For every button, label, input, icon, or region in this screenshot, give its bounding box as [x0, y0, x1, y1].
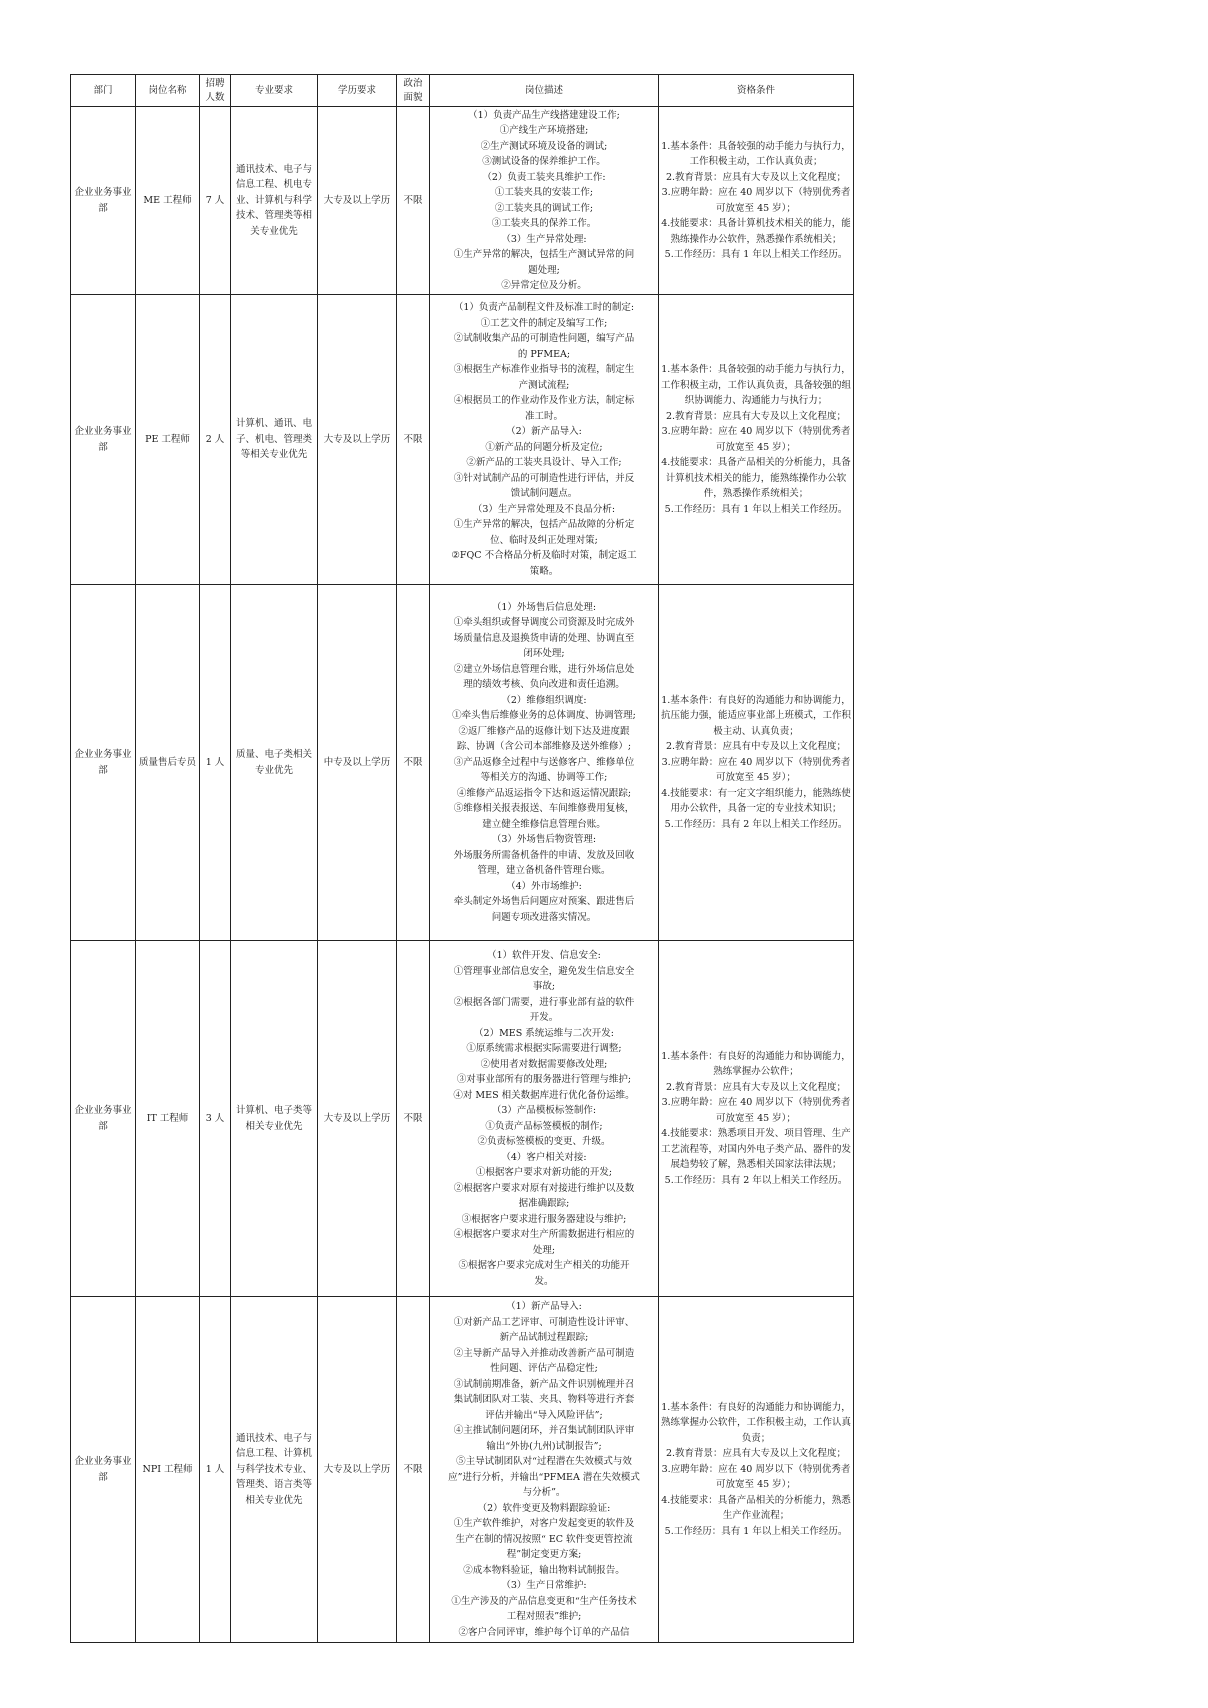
cell-major: 通讯技术、电子与信息工程、计算机与科学技术专业、管理类、语言类等相关专业优先	[231, 1297, 318, 1643]
qual-line: 1.基本条件：有良好的沟通能力和协调能力，抗压能力强，能适应事业部上班模式，工作积极主动、认真负责；	[661, 694, 852, 737]
qual-line: 2.教育背景：应具有中专及以上文化程度；	[665, 741, 847, 753]
desc-line: 准工时。	[524, 410, 563, 422]
qual-line: 4.技能要求：熟悉项目开发、项目管理、生产工艺流程等，对国内外电子类产品、器件的发展趋势较了解，熟悉相关国家法律法规；	[661, 1128, 852, 1171]
desc-line: 题处理;	[528, 264, 560, 276]
cell-count: 7 人	[200, 107, 231, 295]
qual-line: 4.技能要求：具备产品相关的分析能力，熟悉生产作业流程；	[661, 1494, 851, 1522]
qual-line: 1.基本条件：具备较强的动手能力与执行力，工作积极主动，工作认真负责，具备较强的组织协调能力、沟通能力与执行力；	[661, 364, 852, 406]
desc-line: 与分析”。	[522, 1487, 566, 1498]
cell-qual	[659, 585, 854, 941]
desc-line: 生产在制的情况按照“ EC 软件变更管控流	[455, 1533, 633, 1545]
desc-line: 据准确跟踪;	[518, 1198, 570, 1209]
desc-line: ③根据生产标准作业指导书的流程，制定生	[453, 364, 635, 375]
qual-line: 2.教育背景：应具有大专及以上文化程度；	[665, 1448, 847, 1460]
qual-line: 1.基本条件：具备较强的动手能力与执行力，工作积极主动，工作认真负责；	[661, 140, 851, 167]
desc-line: ①产线生产环境搭建;	[499, 125, 589, 136]
desc-line: 馈试制问题点。	[510, 488, 578, 499]
desc-line: ⑤根据客户要求完成对生产相关的功能开	[458, 1260, 630, 1271]
desc-line: ④主推试制问题闭环，并召集试制团队评审	[453, 1425, 635, 1436]
desc-line: ②使用者对数据需要修改处理;	[480, 1058, 608, 1070]
desc-line: ②成本物料验证，输出物料试制报告。	[463, 1564, 625, 1576]
desc-line: ①对新产品工艺评审、可制造性设计评审、	[453, 1316, 635, 1328]
qual-line: 2.教育背景：应具有大专及以上文化程度；	[665, 410, 847, 422]
table-row	[71, 585, 854, 941]
desc-line: ①管理事业部信息安全，避免发生信息安全	[453, 965, 635, 977]
qual-line: 2.教育背景：应具有大专及以上文化程度；	[665, 1081, 847, 1093]
qual-line: 3.应聘年龄：应在 40 周岁以下（特别优秀者可放宽至 45 岁）；	[661, 187, 851, 214]
desc-line: 的 PFMEA;	[517, 348, 571, 360]
desc-line: （1）外场售后信息处理:	[491, 601, 597, 613]
desc-line: 集试制团队对工装、夹具、物料等进行齐套	[453, 1394, 635, 1405]
qual-line: 5.工作经历：具有 1 年以上相关工作经历。	[664, 249, 848, 260]
cell-qual	[659, 1297, 854, 1643]
desc-line: 处理;	[532, 1244, 556, 1256]
table-row	[71, 295, 854, 585]
desc-line: 牵头制定外场售后问题应对预案、跟进售后	[453, 896, 635, 908]
desc-line: 应”进行分析，并输出“PFMEA 潜在失效模式	[448, 1471, 640, 1483]
desc-line: ③针对试制产品的可制造性进行评估，并反	[453, 472, 635, 484]
desc-line: ④根据员工的作业动作及作业方法，制定标	[453, 395, 635, 406]
desc-line: （1）负责产品制程文件及标准工时的制定:	[453, 302, 635, 313]
desc-line: （1）负责产品生产线搭建建设工作;	[468, 109, 620, 121]
desc-line: ①工艺文件的制定及编写工作;	[480, 317, 608, 329]
cell-position: IT 工程师	[136, 941, 200, 1297]
cell-qual	[659, 295, 854, 585]
table-row	[71, 941, 854, 1297]
desc-line: （2）新产品导入:	[506, 426, 582, 437]
desc-line: ①原系统需求根据实际需要进行调整;	[466, 1043, 622, 1054]
desc-line: ②新产品的工装夹具设计、导入工作;	[466, 457, 622, 468]
desc-line: ②主导新产品导入并推动改善新产品可制造	[453, 1347, 635, 1359]
desc-line: 开发。	[529, 1012, 559, 1023]
desc-line: ②客户合同评审，维护每个订单的产品信	[458, 1626, 630, 1638]
desc-line: （2）维修组织调度:	[501, 694, 587, 706]
qual-line: 4.技能要求：有一定文字组织能力，能熟练使用办公软件，具备一定的专业技术知识；	[661, 787, 851, 815]
cell-major: 计算机、电子类等相关专业优先	[231, 941, 318, 1297]
desc-line: （4）客户相关对接:	[501, 1151, 587, 1163]
cell-political: 不限	[397, 941, 430, 1297]
desc-line: ②根据各部门需要，进行事业部有益的软件	[453, 996, 635, 1008]
cell-count: 1 人	[200, 585, 231, 941]
cell-count: 1 人	[200, 1297, 231, 1643]
desc-line: 产测试流程;	[518, 379, 570, 391]
desc-line: （2）软件变更及物料跟踪验证:	[477, 1502, 611, 1514]
desc-line: ②生产测试环境及设备的调试;	[480, 140, 608, 152]
qual-line: 3.应聘年龄：应在 40 周岁以下（特别优秀者可放宽至 45 岁）；	[661, 1463, 851, 1491]
desc-line: ④对 MES 相关数据库进行优化备份运维。	[453, 1089, 635, 1101]
desc-line: 踪、协调（含公司本部维修及送外维修）;	[456, 741, 632, 753]
desc-line: ②FQC 不合格品分析及临时对策，制定返工	[451, 550, 637, 561]
qual-line: 5.工作经历：具有 2 年以上相关工作经历。	[664, 818, 848, 830]
desc-line: ①工装夹具的安装工作;	[494, 187, 594, 198]
cell-desc	[430, 295, 659, 585]
table-row	[71, 1297, 854, 1643]
cell-edu: 大专及以上学历	[318, 295, 397, 585]
cell-political: 不限	[397, 107, 430, 295]
desc-line: 管理，建立备机备件管理台账。	[477, 865, 611, 877]
desc-line: （3）外场售后物资管理:	[491, 834, 597, 846]
desc-line: ①牵头组织或督导调度公司资源及时完成外	[453, 617, 635, 629]
cell-dept: 企业业务事业部	[71, 941, 136, 1297]
qual-line: 3.应聘年龄：应在 40 周岁以下（特别优秀者可放宽至 45 岁）；	[661, 426, 851, 453]
desc-line: 闭环处理;	[523, 648, 565, 660]
cell-desc	[430, 1297, 659, 1643]
desc-line: 外场服务所需备机备件的申请、发放及回收	[453, 849, 635, 861]
desc-line: ③对事业部所有的服务器进行管理与维护;	[456, 1074, 632, 1085]
header-qual: 资格条件	[659, 75, 854, 107]
cell-edu: 大专及以上学历	[318, 1297, 397, 1643]
cell-qual	[659, 107, 854, 295]
header-count: 招聘人数	[200, 75, 231, 107]
desc-line: ②负责标签模板的变更、升级。	[477, 1136, 611, 1147]
desc-line: ①生产软件维护，对客户发起变更的软件及	[453, 1518, 635, 1529]
desc-line: （1）软件开发、信息安全:	[487, 950, 601, 961]
desc-line: ⑤主导试制团队对“过程潜在失效模式与效	[456, 1456, 632, 1467]
desc-line: （4）外市场维护:	[506, 880, 582, 892]
cell-major: 计算机、通讯、电子、机电、管理类等相关专业优先	[231, 295, 318, 585]
cell-political: 不限	[397, 1297, 430, 1643]
header-major: 专业要求	[231, 75, 318, 107]
cell-position: 质量售后专员	[136, 585, 200, 941]
qual-line: 4.技能要求：具备计算机技术相关的能力，能熟练操作办公软件，熟悉操作系统相关；	[661, 218, 851, 245]
cell-desc	[430, 107, 659, 295]
desc-line: （3）生产日常维护:	[501, 1580, 587, 1591]
cell-position: PE 工程师	[136, 295, 200, 585]
qual-line: 5.工作经历：具有 1 年以上相关工作经历。	[664, 1525, 848, 1537]
desc-line: ②返厂维修产品的返修计划下达及进度跟	[458, 725, 630, 737]
recruitment-table	[70, 74, 854, 1643]
desc-line: ①生产涉及的产品信息变更和“生产任务技术	[451, 1595, 637, 1607]
cell-dept: 企业业务事业部	[71, 585, 136, 941]
desc-line: 策略。	[529, 565, 559, 577]
desc-line: ③根据客户要求进行服务器建设与维护;	[461, 1213, 627, 1225]
desc-line: 工程对照表”维护;	[506, 1611, 582, 1622]
desc-line: （1）新产品导入:	[506, 1301, 582, 1312]
desc-line: 程”制定变更方案;	[506, 1549, 582, 1560]
desc-line: ①负责产品标签模板的制作;	[485, 1120, 603, 1132]
desc-line: ②异常定位及分析。	[501, 280, 587, 291]
qual-line: 1.基本条件：有良好的沟通能力和协调能力，熟练掌握办公软件，工作积极主动，工作认真负责；	[661, 1401, 852, 1444]
header-desc: 岗位描述	[430, 75, 659, 107]
desc-line: 新产品试制过程跟踪;	[499, 1332, 589, 1343]
qual-line: 3.应聘年龄：应在 40 周岁以下（特别优秀者可放宽至 45 岁）；	[661, 756, 851, 784]
desc-line: ③测试设备的保养维护工作。	[482, 156, 606, 167]
desc-line: ③工装夹具的保养工作。	[491, 218, 597, 229]
cell-political: 不限	[397, 295, 430, 585]
table-row	[71, 107, 854, 295]
desc-line: ①牵头售后维修业务的总体调度、协调管理;	[452, 710, 636, 722]
desc-line: ③试制前期准备，新产品文件识别梳理并召	[453, 1378, 635, 1390]
cell-position: ME 工程师	[136, 107, 200, 295]
header-political: 政治面貌	[397, 75, 430, 107]
desc-line: 等相关方的沟通、协调等工作;	[480, 772, 608, 784]
qual-line: 2.教育背景：应具有大专及以上文化程度；	[665, 171, 847, 183]
cell-major: 质量、电子类相关专业优先	[231, 585, 318, 941]
desc-line: ①生产异常的解决，包括产品故障的分析定	[453, 519, 635, 530]
qual-line: 3.应聘年龄：应在 40 周岁以下（特别优秀者可放宽至 45 岁）；	[661, 1097, 851, 1124]
desc-line: 场质量信息及退换货申请的处理、协调直至	[453, 632, 635, 644]
desc-line: ④维修产品返运指令下达和返运情况跟踪;	[456, 787, 632, 799]
cell-major: 通讯技术、电子与信息工程、机电专业、计算机与科学技术、管理类等相关专业优先	[231, 107, 318, 295]
cell-edu: 中专及以上学历	[318, 585, 397, 941]
desc-line: 事故;	[532, 981, 556, 992]
desc-line: 建立健全维修信息管理台账。	[482, 818, 606, 830]
header-edu: 学历要求	[318, 75, 397, 107]
cell-edu: 大专及以上学历	[318, 941, 397, 1297]
desc-line: （3）生产异常处理:	[501, 233, 587, 245]
desc-line: ②工装夹具的调试工作;	[494, 202, 594, 214]
desc-line: ①新产品的问题分析及定位;	[485, 441, 603, 453]
qual-line: 4.技能要求：具备产品相关的分析能力，具备计算机技术相关的能力，能熟练操作办公软件，熟悉操作系统相关；	[661, 457, 851, 499]
desc-line: （3）生产异常处理及不良品分析:	[472, 503, 616, 515]
desc-line: ①生产异常的解决，包括生产测试异常的问	[453, 249, 635, 260]
qual-line: 5.工作经历：具有 1 年以上相关工作经历。	[664, 503, 848, 515]
desc-line: ①根据客户要求对新功能的开发;	[475, 1167, 613, 1178]
desc-line: 问题专项改进落实情况。	[491, 911, 597, 923]
desc-line: 发。	[534, 1275, 554, 1287]
desc-line: ⑤维修相关报表报送、车间维修费用复核，	[453, 803, 635, 815]
desc-line: ③产品返修全过程中与送修客户、维修单位	[453, 756, 635, 768]
cell-edu: 大专及以上学历	[318, 107, 397, 295]
cell-dept: 企业业务事业部	[71, 107, 136, 295]
qual-line: 1.基本条件：有良好的沟通能力和协调能力，熟练掌握办公软件；	[661, 1050, 851, 1078]
cell-position: NPI 工程师	[136, 1297, 200, 1643]
desc-line: 理的绩效考核、负向改进和责任追溯。	[463, 679, 625, 691]
cell-desc	[430, 941, 659, 1297]
desc-line: （2）MES 系统运维与二次开发:	[474, 1027, 614, 1039]
table-body	[71, 107, 854, 1643]
cell-desc	[430, 585, 659, 941]
desc-line: （3）产品模板标签制作:	[491, 1105, 597, 1116]
header-position: 岗位名称	[136, 75, 200, 107]
desc-line: ②试制收集产品的可制造性问题，编写产品	[453, 333, 635, 344]
cell-dept: 企业业务事业部	[71, 1297, 136, 1643]
cell-qual	[659, 941, 854, 1297]
cell-count: 3 人	[200, 941, 231, 1297]
desc-line: ④根据客户要求对生产所需数据进行相应的	[453, 1229, 635, 1240]
cell-count: 2 人	[200, 295, 231, 585]
cell-dept: 企业业务事业部	[71, 295, 136, 585]
desc-line: 评估并输出“导入风险评估”;	[485, 1409, 603, 1421]
desc-line: 性问题、评估产品稳定性;	[490, 1363, 598, 1374]
cell-political: 不限	[397, 585, 430, 941]
desc-line: 输出“外协(九州)试制报告”;	[486, 1440, 602, 1452]
desc-line: ②建立外场信息管理台账，进行外场信息处	[453, 663, 635, 675]
header-row	[71, 75, 854, 107]
desc-line: （2）负责工装夹具维护工作:	[482, 171, 606, 183]
header-dept: 部门	[71, 75, 136, 107]
qual-line: 5.工作经历：具有 2 年以上相关工作经历。	[664, 1174, 848, 1186]
desc-line: 位、临时及纠正处理对策;	[490, 534, 598, 546]
desc-line: ②根据客户要求对原有对接进行维护以及数	[453, 1182, 635, 1194]
